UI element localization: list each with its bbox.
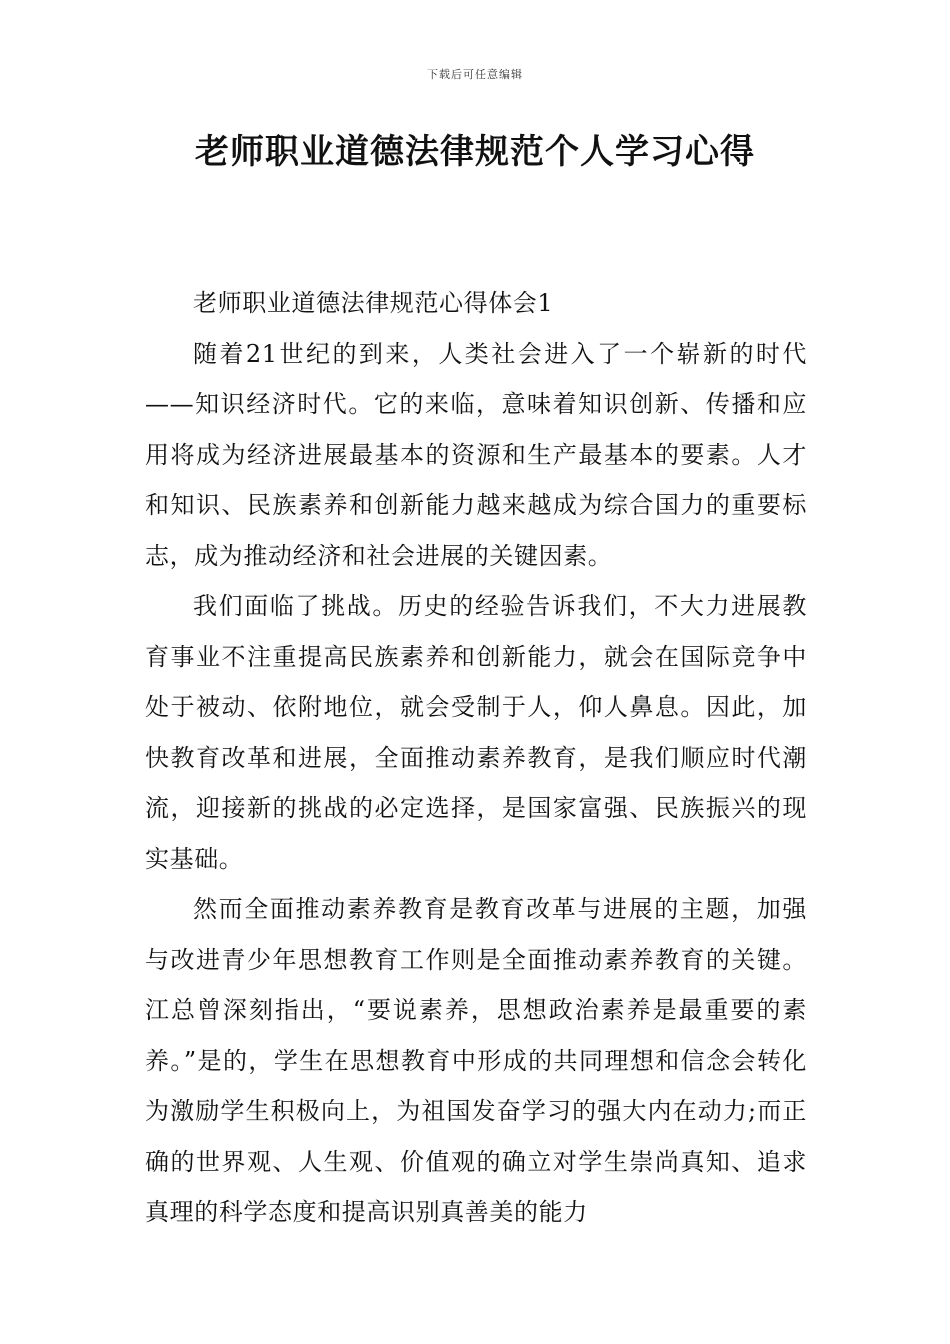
document-body <box>145 278 807 1238</box>
section-heading: 老师职业道德法律规范心得体会1 <box>193 289 554 317</box>
paragraph: 我们面临了挑战。历史的经验告诉我们，不大力进展教育事业不注重提高民族素养和创新能力，就会在国际竞争中处于被动、依附地位，就会受制于人，仰人鼻息。因此，加快教育改革和进展，全面推动素养教育，是我们顺应时代潮流，迎接新的挑战的必定选择，是国家富强、民族振兴的现实基础。 <box>145 592 807 873</box>
paragraph: 然而全面推动素养教育是教育改革与进展的主题，加强与改进青少年思想教育工作则是全面推动素养教育的关键。江总曾深刻指出，“要说素养，思想政治素养是最重要的素养。”是的，学生在思想教育中形成的共同理想和信念会转化为激励学生积极向上，为祖国发奋学习的强大内在动力;而正确的世界观、人生观、价值观的确立对学生崇尚真知、追求真理的科学态度和提高识别真善美的能力 <box>145 895 807 1226</box>
header-note: 下载后可任意编辑 <box>427 68 523 81</box>
paragraph: 随着21世纪的到来，人类社会进入了一个崭新的时代——知识经济时代。它的来临，意味着知识创新、传播和应用将成为经济进展最基本的资源和生产最基本的要素。人才和知识、民族素养和创新能力越来越成为综合国力的重要标志，成为推动经济和社会进展的关键因素。 <box>145 339 807 570</box>
document-title: 老师职业道德法律规范个人学习心得 <box>195 132 755 172</box>
